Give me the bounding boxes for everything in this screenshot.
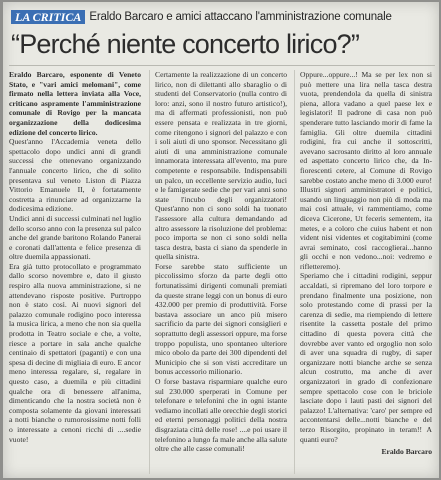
article-column-2 <box>155 70 287 474</box>
section-label: LA CRITICA <box>11 10 85 24</box>
column-divider <box>294 70 295 474</box>
paragraph: Oppure...oppure...! Ma se per lex non si può mettere una lira nella tasca destra vuota, prendendola da quella di sinistra piena, allora vadano a quel paese lex e legislatori! Il padrone di casa non può spenderare tutto lasciando morir di fame la famiglia. Gli oltre duemila cittadini rodigini, fra cui anche il sottoscritti, avevano sacrosanto diritto al loro annuale ed aspettato concerto lirico che, da In-fiorescenti cetere, al Comune di Rovigo sarebbe costato anche meno di 3.000 euro! Illustri signori amministratori e politici, usando un linguaggio non più di moda ma mai così attuale, vi rammentiamo, come diceva Cicerone, Ut feceris sementem, ita metes, e a coloro che cuius habent et non vident nisi videntes et cogitabimini (come avrai seminato, così raccoglierai...hanno gli occhi e non vedono...noi: vedremo e rifletteremo). <box>300 70 432 271</box>
paragraph: Era già tutto protocollato e programmato dallo scorso novembre e, dato il giusto respiro alla nuova amministrazione, si ne attendevano risposte positive. Purtroppo non è stato così. Ai nuovi signori del palazzo comunale rodigino poco interessa la musica lirica, a meno che non sia quella prodotta in Teatro sociale e che, a volte, riesce a portare in sala anche qualche centinaio di spettatori (paganti) e con una spesa di decine di migliaia di euro. E ancor meno interessa regalare, sì, regalare in questo caso, a duemila e più cittadini qualche ora di benessere all'anima, dimenticando che la nostra società non è composta solamente da giovani interessati a notti bianche o rumorosissime notti folli o interessate a cenoni ricchi di ....sedie vuote! <box>9 261 141 444</box>
article-column-3 <box>300 70 432 474</box>
paragraph: O forse bastava risparmiare qualche euro sul 230.000 sperperati in Comune per telefonare e telefonini che in ogni istante vediamo incollati alle orecchie degli storici ed eterni personaggi politici della nostra disgraziata città delle rose! ....e poi usare il telefonino a lungo fa male anche alla salute oltre che alle casse comunali! <box>155 377 287 454</box>
author-signature: Eraldo Barcaro <box>381 447 432 457</box>
column-divider <box>149 70 150 474</box>
article-subhead: Eraldo Barcaro e amici attaccano l'amministrazione comunale <box>89 11 392 23</box>
paragraph: Quest'anno l'Accademia veneta dello spettacolo dopo undici anni di grandi successi che ottenevano organizzando l'annuale concerto lirico, che di solito presentava sul veneto Liston di Piazza Vittorio Emanuele II, è fortatamente costretta a rinunciare ad organizzarne la dodicesima edizione. <box>9 137 141 214</box>
paragraph: Undici anni di successi culminati nel luglio dello scorso anno con la presenza sul palco anche del grande baritono Rolando Panerai e coronati dall'attenta e felice presenza di oltre duemila appassionati. <box>9 213 141 262</box>
article-column-1 <box>9 70 141 474</box>
article-header <box>11 10 435 26</box>
article-headline: “Perché niente concerto lirico?” <box>11 29 360 59</box>
headline-rule <box>9 65 435 66</box>
newspaper-clipping <box>3 2 439 478</box>
paragraph: Speriamo che i cittadini rodigini, seppur accaldati, si ripremano del loro torpore e prendano finalmente una posizione, non solo protestando come di prassi per la carenza di sedie, ma riempiendo di lettere risentite la cassetta postale del primo cittadino di questa povera città che dovrebbe aver vanto ed orgoglio non solo di aver una squadra di rugby, di saper organizzare notti bianche arche se senza alcun costrutto, ma anche di aver organizzatori in grado di confezionare sempre spettacolo cose con le briciole lasciate dopo i lauti pasti dei signori del palazzo! L'alternativa: 'caro' per sempre ed accontentarsi delle...notti bianche e del terzo Risorgito, propinato in teram!! A quanti euro? <box>300 271 432 444</box>
article-lead: Eraldo Barcaro, esponente di Veneto Stato, e "vari amici melomani", come firmato nella lettera inviata alla Voce, criticano aspramente l'amministrazione comunale di Rovigo per la mancata organizzazione della dodicesima edizione del concerto lirico. <box>9 70 141 137</box>
paragraph: Forse sarebbe stato sufficiente un piccolissimo sforzo da parte degli otto fortunatissimi dirigenti comunali premiati da queste strane leggi con un bonus di euro 432.000 per premio di produttività. Forse bastava associare un anco più misero sacrificio da parte dei signori consiglieri e soprattutto degli assessori oppure, ma forse troppo populista, uno spontaneo ulteriore mico obolo da parte dei 300 dipendenti del Municipio che si son visti accreditare un bonus accessorio milionario. <box>155 261 287 377</box>
paragraph: Certamente la realizzazione di un concerto lirico, non di dilettanti allo sbaraglio o di studenti del Conservatorio (nulla contro di loro: anzi, sono il nostro futuro artistico!), ma di affermati professionisti, non può essere pensata e realizzata in tre giorni, come ritengono i signori del palazzo e con i soli aiuti di uno sponsor. Necessitano gli aiuti di una amministrazione comunale innamorata interessata all'evento, ma pure competente e responsabile. Indispensabili un palco, un eccellente servizio audio, luci e le famigerate sedie che per vari anni sono state l'incubo degli organizzatori! Quest'anno non ci sono soldi ha tuonato l'assessore alla cultura demandando ad altro assessore la risoluzione del problema: poco importa se non ci sono soldi nella tasca destra, basta ci siano da spenderle in quella sinistra. <box>155 70 287 262</box>
